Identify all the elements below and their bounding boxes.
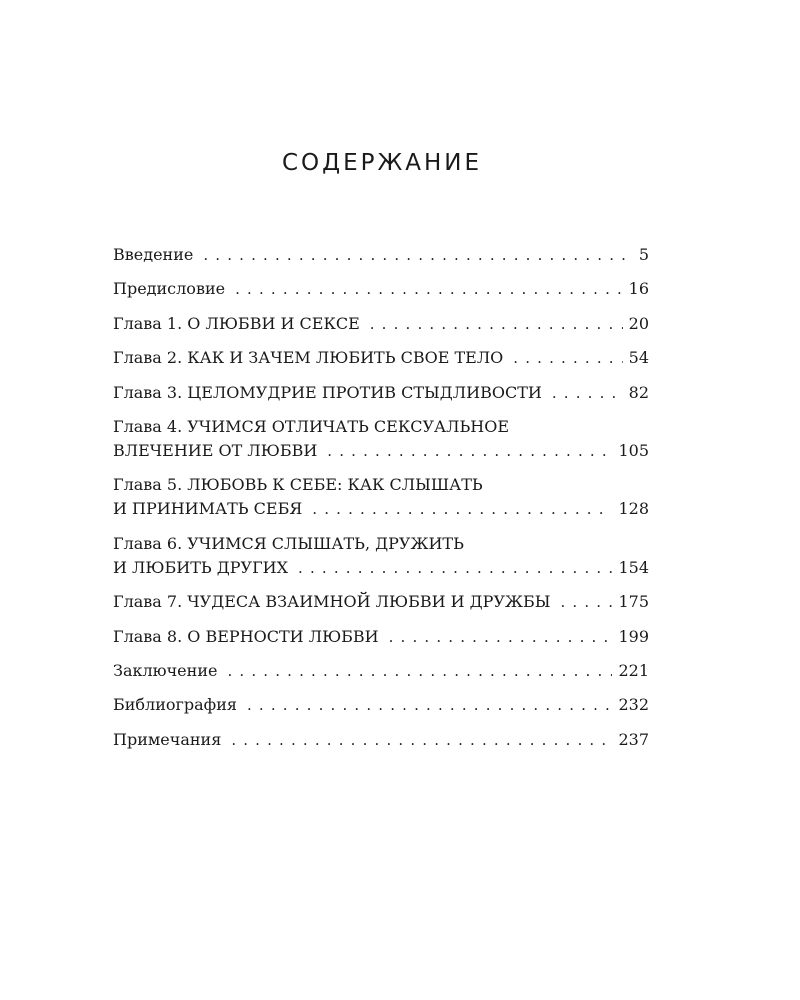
toc-page-number: 128 xyxy=(618,499,649,519)
toc-page-number: 221 xyxy=(618,660,649,680)
toc-page-number: 5 xyxy=(638,245,649,264)
toc-entry-label: Глава 8. О ВЕРНОСТИ ЛЮБВИ xyxy=(113,626,379,646)
toc-page-number: 199 xyxy=(618,626,649,646)
toc-leader-dots xyxy=(389,625,613,649)
toc-page-number: 232 xyxy=(618,695,649,715)
toc-entry-chapter-6[interactable] xyxy=(113,532,649,580)
toc-page-number: 175 xyxy=(618,592,649,612)
toc-page-number: 105 xyxy=(618,440,649,460)
toc-leader-dots xyxy=(552,381,623,405)
toc-entry-chapter-3[interactable] xyxy=(113,381,649,405)
toc-entry-label-continued: ВЛЕЧЕНИЕ ОТ ЛЮБВИ xyxy=(113,440,318,460)
toc-leader-dots xyxy=(298,556,612,580)
toc-entry-label: Предисловие xyxy=(113,279,226,299)
toc-leader-dots xyxy=(227,659,612,683)
table-of-contents xyxy=(113,243,649,762)
toc-entry-bibliography[interactable] xyxy=(113,693,649,717)
toc-entry-notes[interactable] xyxy=(113,728,649,752)
toc-leader-dots xyxy=(560,590,612,614)
toc-page-number: 237 xyxy=(618,729,649,749)
toc-entry-chapter-5[interactable] xyxy=(113,473,649,521)
toc-entry-label: Глава 6. УЧИМСЯ СЛЫШАТЬ, ДРУЖИТЬ xyxy=(113,533,464,553)
toc-leader-dots xyxy=(203,243,632,267)
toc-entry-label: Глава 2. КАК И ЗАЧЕМ ЛЮБИТЬ СВОЕ ТЕЛО xyxy=(113,348,504,368)
toc-entry-label: Глава 7. ЧУДЕСА ВЗАИМНОЙ ЛЮБВИ И ДРУЖБЫ xyxy=(113,592,551,612)
toc-entry-introduction[interactable] xyxy=(113,243,649,267)
toc-entry-label: Примечания xyxy=(113,729,222,749)
toc-entry-chapter-7[interactable] xyxy=(113,590,649,614)
toc-leader-dots xyxy=(235,277,623,301)
toc-entry-label: Глава 5. ЛЮБОВЬ К СЕБЕ: КАК СЛЫШАТЬ xyxy=(113,475,483,495)
page-title: СОДЕРЖАНИЕ xyxy=(281,150,483,176)
toc-entry-label-continued: И ЛЮБИТЬ ДРУГИХ xyxy=(113,557,289,577)
toc-leader-dots xyxy=(231,728,612,752)
toc-entry-label: Библиография xyxy=(113,695,237,715)
toc-entry-chapter-4[interactable] xyxy=(113,415,649,463)
toc-page-number: 154 xyxy=(618,557,649,577)
toc-leader-dots xyxy=(513,346,622,370)
toc-page-number: 82 xyxy=(628,382,649,402)
toc-entry-label: Глава 4. УЧИМСЯ ОТЛИЧАТЬ СЕКСУАЛЬНОЕ xyxy=(113,416,510,436)
toc-entry-chapter-8[interactable] xyxy=(113,625,649,649)
toc-entry-preface[interactable] xyxy=(113,277,649,301)
toc-leader-dots xyxy=(370,312,623,336)
toc-entry-label-continued: И ПРИНИМАТЬ СЕБЯ xyxy=(113,499,303,519)
toc-entry-label: Введение xyxy=(113,245,194,264)
toc-leader-dots xyxy=(327,439,612,463)
toc-entry-label: Заключение xyxy=(113,660,218,680)
toc-entry-label: Глава 3. ЦЕЛОМУДРИЕ ПРОТИВ СТЫДЛИВОСТИ xyxy=(113,382,542,402)
toc-entry-chapter-1[interactable] xyxy=(113,312,649,336)
toc-entry-conclusion[interactable] xyxy=(113,659,649,683)
toc-entry-label: Глава 1. О ЛЮБВИ И СЕКСЕ xyxy=(113,313,360,333)
toc-page-number: 20 xyxy=(628,313,649,333)
toc-leader-dots xyxy=(247,693,612,717)
toc-page-number: 54 xyxy=(628,348,649,368)
toc-leader-dots xyxy=(312,497,612,521)
toc-page-number: 16 xyxy=(628,279,649,299)
toc-entry-chapter-2[interactable] xyxy=(113,346,649,370)
